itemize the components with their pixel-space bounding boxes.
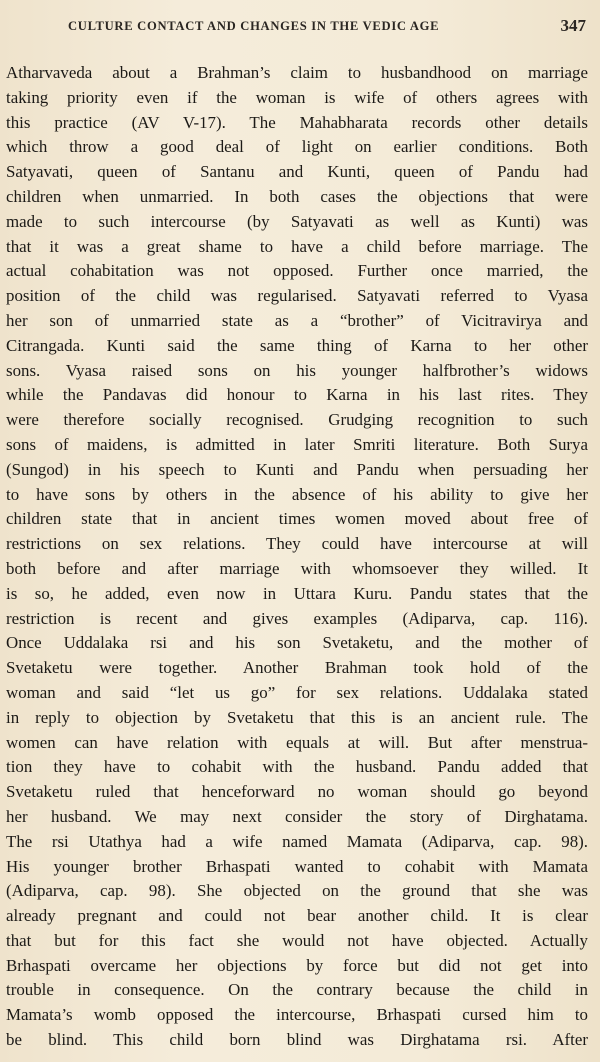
text-line: His younger brother Brhaspati wanted to cohabit with Mamata xyxy=(6,856,588,876)
running-title: CULTURE CONTACT AND CHANGES IN THE VEDIC AGE xyxy=(68,19,440,33)
text-line: this practice (AV V-17). The Mahabharata records other details xyxy=(6,112,588,132)
text-line: Svetaketu ruled that henceforward no woman should go beyond xyxy=(6,782,588,802)
text-line: that but for this fact she would not have objected. Actually xyxy=(6,930,588,950)
text-line: is so, he added, even now in Uttara Kuru. Pandu states that the xyxy=(6,583,588,603)
text-line: position of the child was regularised. Satyavati referred to Vyasa xyxy=(6,286,588,306)
text-line: Once Uddalaka rsi and his son Svetaketu, and the mother of xyxy=(6,633,588,653)
body-text xyxy=(6,61,588,1053)
text-line: (Sungod) in his speech to Kunti and Pandu when persuading her xyxy=(6,459,588,479)
text-line: (Adiparva, cap. 98). She objected on the ground that she was xyxy=(6,881,588,901)
text-line: tion they have to cohabit with the husband. Pandu added that xyxy=(6,757,588,777)
text-line: sons of maidens, is admitted in later Smriti literature. Both Surya xyxy=(6,434,588,454)
text-line: Atharvaveda about a Brahman’s claim to husbandhood on marriage xyxy=(6,63,588,82)
text-line: Citrangada. Kunti said the same thing of Karna to her other xyxy=(6,335,588,355)
text-line: Brhaspati overcame her objections by force but did not get into xyxy=(6,955,588,975)
text-line: to have sons by others in the absence of his ability to give her xyxy=(6,484,588,504)
text-line: be blind. This child born blind was Dirghatama rsi. After xyxy=(6,1030,588,1050)
text-line: in reply to objection by Svetaketu that this is an ancient rule. The xyxy=(6,707,588,727)
text-line: restriction is recent and gives examples (Adiparva, cap. 116). xyxy=(6,608,588,628)
text-line: trouble in consequence. On the contrary because the child in xyxy=(6,980,588,1000)
text-line: children state that in ancient times women moved about free of xyxy=(6,509,588,529)
text-line: taking priority even if the woman is wife of others agrees with xyxy=(6,87,588,107)
text-line: her son of unmarried state as a “brother” of Vicitravirya and xyxy=(6,310,588,330)
text-line: sons. Vyasa raised sons on his younger halfbrother’s widows xyxy=(6,360,588,380)
running-head xyxy=(68,16,586,40)
page-number: 347 xyxy=(560,16,586,35)
text-line: which throw a good deal of light on earlier conditions. Both xyxy=(6,137,588,157)
text-line: her husband. We may next consider the story of Dirghatama. xyxy=(6,806,588,826)
text-line: made to such intercourse (by Satyavati as well as Kunti) was xyxy=(6,211,588,231)
text-line: The rsi Utathya had a wife named Mamata (Adiparva, cap. 98). xyxy=(6,831,588,851)
text-line: Mamata’s womb opposed the intercourse, Brhaspati cursed him to xyxy=(6,1005,588,1025)
text-line: while the Pandavas did honour to Karna in his last rites. They xyxy=(6,385,588,405)
text-line: both before and after marriage with whomsoever they willed. It xyxy=(6,558,588,578)
text-line: woman and said “let us go” for sex relations. Uddalaka stated xyxy=(6,682,588,702)
text-line: were therefore socially recognised. Grudging recognition to such xyxy=(6,410,588,430)
text-line: that it was a great shame to have a child before marriage. The xyxy=(6,236,588,256)
text-line: actual cohabitation was not opposed. Further once married, the xyxy=(6,261,588,281)
text-line: children when unmarried. In both cases the objections that were xyxy=(6,186,588,206)
text-line: Satyavati, queen of Santanu and Kunti, queen of Pandu had xyxy=(6,162,588,182)
text-line: restrictions on sex relations. They could have intercourse at will xyxy=(6,534,588,554)
text-line: women can have relation with equals at will. But after menstrua- xyxy=(6,732,588,752)
text-line: already pregnant and could not bear another child. It is clear xyxy=(6,906,588,926)
text-line: Svetaketu were together. Another Brahman took hold of the xyxy=(6,658,588,678)
